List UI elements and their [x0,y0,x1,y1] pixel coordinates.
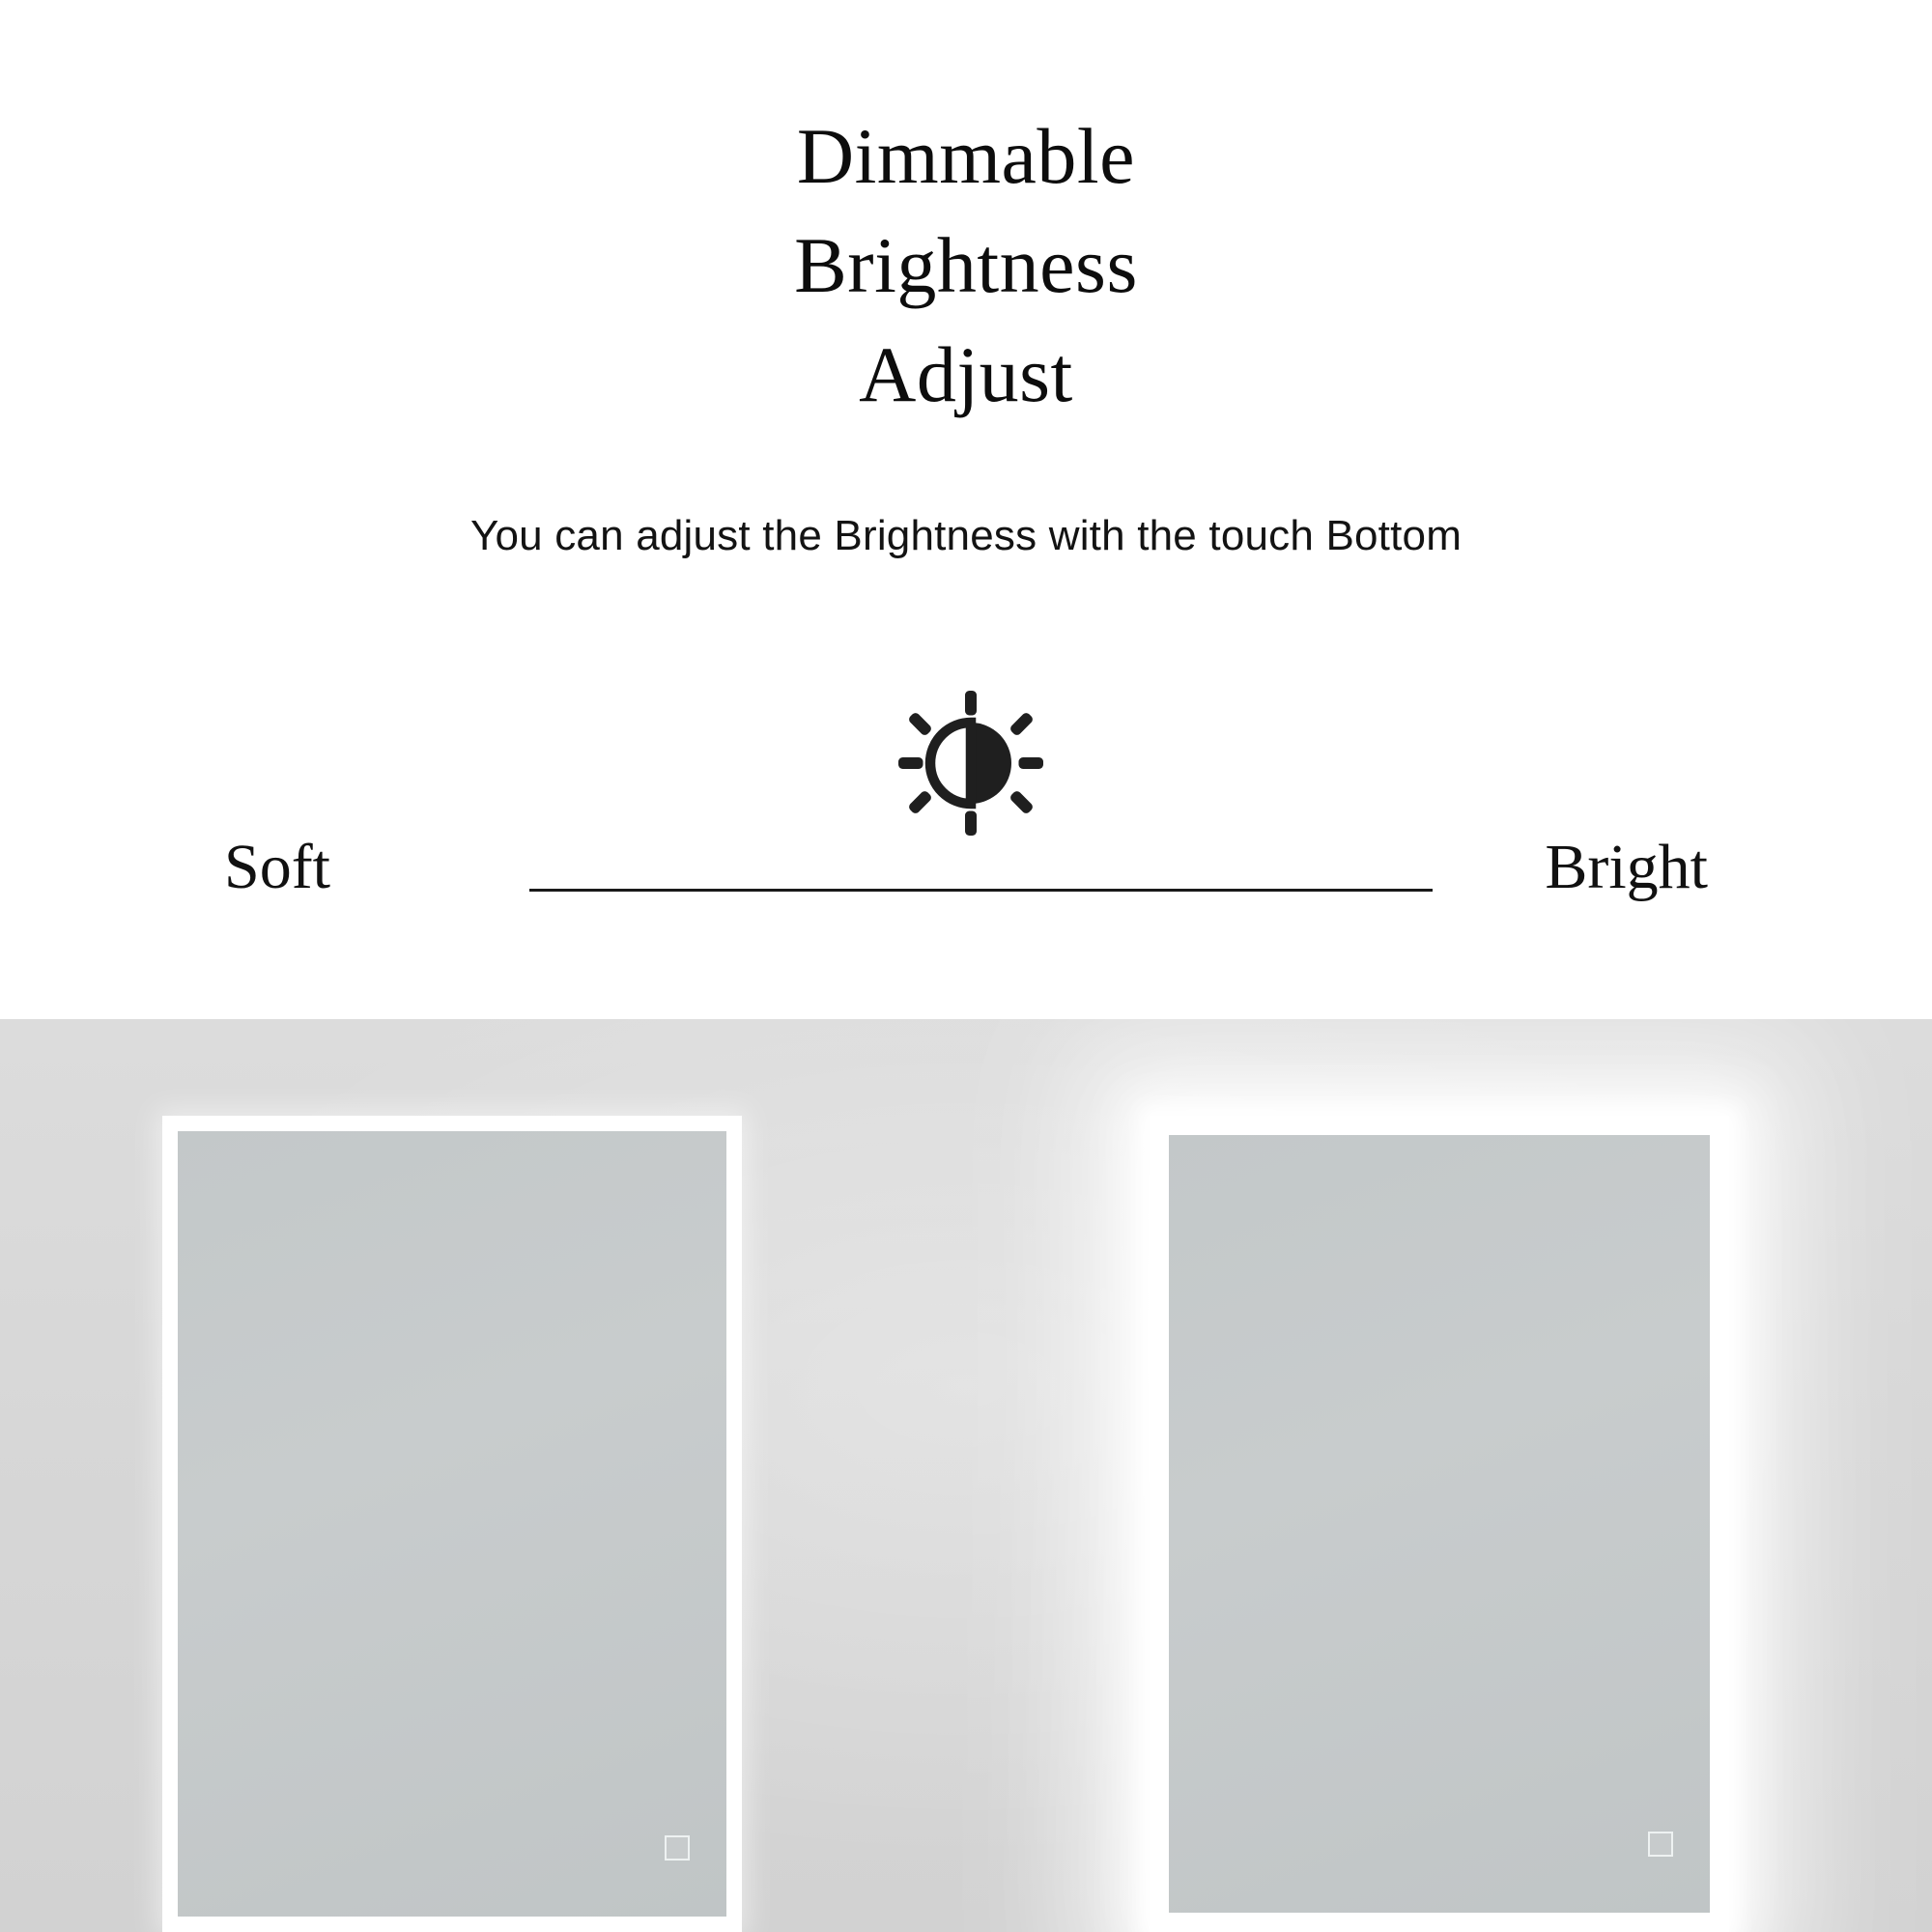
brightness-slider[interactable] [0,831,1932,937]
slider-track[interactable] [529,889,1433,892]
mirror-soft [162,1116,742,1932]
touch-button-bright[interactable] [1648,1832,1673,1857]
page-title-line-1: Dimmable [796,112,1136,200]
page-title-line-2: Brightness [794,221,1138,309]
page-subtitle: You can adjust the Brightness with the touch Bottom [469,512,1463,559]
mirror-bright [1150,1116,1729,1932]
page-title [0,101,1932,429]
slider-label-bright: Bright [1545,832,1708,902]
touch-button-soft[interactable] [665,1835,690,1861]
mirror-comparison-photo [0,1019,1932,1932]
page-title-line-3: Adjust [859,330,1073,418]
brightness-half-icon [898,691,1043,836]
mirror-glass-bright [1169,1135,1710,1913]
mirror-glass-soft [178,1131,726,1917]
slider-label-soft: Soft [224,832,331,902]
